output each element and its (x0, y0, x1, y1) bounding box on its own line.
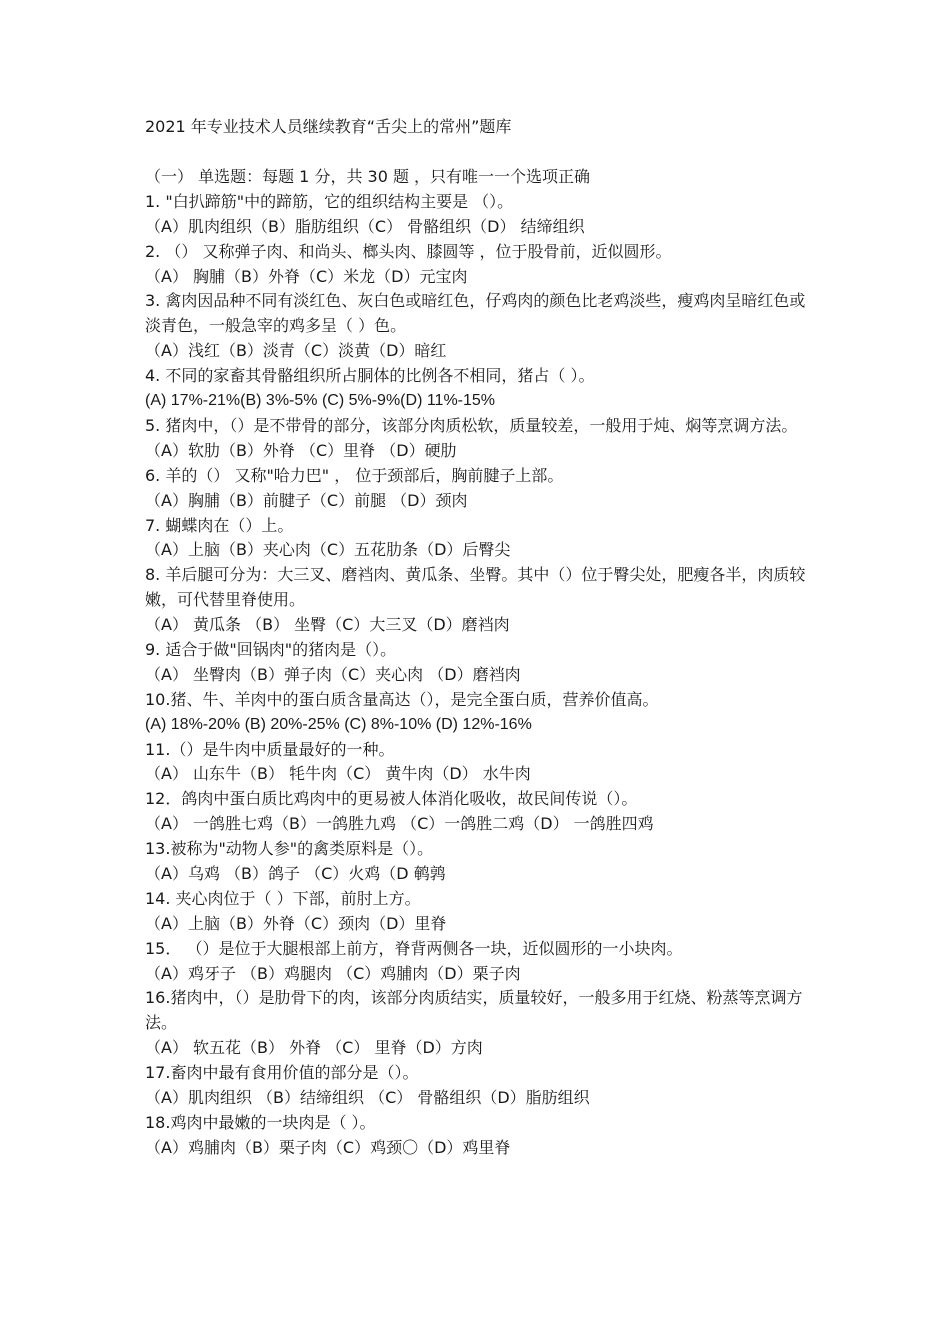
question-16: 16.猪肉中，（）是肋骨下的肉，该部分肉质结实，质量较好，一般多用于红烧、粉蒸等烹调方法。 (145, 988, 803, 1033)
options-2: （A） 胸脯（B）外脊（C）米龙（D）元宝肉 (145, 266, 468, 286)
options-17: （A）肌肉组织 （B）结缔组织 （C） 骨骼组织（D）脂肪组织 (145, 1088, 590, 1108)
options-10: (A) 18%-20% (B) 20%-25% (C) 8%-10% (D) 12%-16% (145, 715, 532, 733)
options-11: （A） 山东牛（B） 牦牛肉（C） 黄牛肉（D） 水牛肉 (145, 764, 531, 784)
question-14: 14. 夹心肉位于（ ）下部，前肘上方。 (145, 888, 421, 908)
question-13: 13.被称为"动物人参"的禽类原料是（）。 (145, 839, 434, 859)
options-12: （A） 一鸽胜七鸡（B）一鸽胜九鸡 （C）一鸽胜二鸡（D） 一鸽胜四鸡 (145, 814, 654, 834)
options-1: （A）肌肉组织（B）脂肪组织（C） 骨骼组织（D） 结缔组织 (145, 216, 585, 236)
question-7: 7. 蝴蝶肉在（）上。 (145, 515, 294, 535)
options-15: （A）鸡牙子 （B）鸡腿肉 （C）鸡脯肉（D）栗子肉 (145, 963, 521, 983)
options-3: （A）浅红（B）淡青（C）淡黄（D）暗红 (145, 341, 447, 361)
options-8: （A） 黄瓜条 （B） 坐臀（C）大三叉（D）磨裆肉 (145, 615, 510, 635)
question-4: 4. 不同的家畜其骨骼组织所占胴体的比例各不相同，猪占（ ）。 (145, 366, 595, 386)
question-11: 11.（）是牛肉中质量最好的一种。 (145, 739, 395, 759)
question-8: 8. 羊后腿可分为：大三叉、磨裆肉、黄瓜条、坐臀。其中（）位于臀尖处，肥瘦各半，肉质较嫩，可代替里脊使用。 (145, 565, 806, 610)
question-12: 12．鸽肉中蛋白质比鸡肉中的更易被人体消化吸收，故民间传说（）。 (145, 789, 638, 809)
question-17: 17.畜肉中最有食用价值的部分是（）。 (145, 1063, 419, 1083)
question-6: 6. 羊的（） 又称"哈力巴" ， 位于颈部后，胸前腱子上部。 (145, 465, 564, 485)
question-2: 2. （） 又称弹子肉、和尚头、榔头肉、膝圆等 ，位于股骨前，近似圆形。 (145, 241, 672, 261)
question-15: 15． （）是位于大腿根部上前方，脊背两侧各一块，近似圆形的一小块肉。 (145, 938, 683, 958)
section-heading: （一） 单选题：每题 1 分，共 30 题 ，只有唯一一个选项正确 (145, 167, 591, 186)
question-18: 18.鸡肉中最嫩的一块肉是（ ）。 (145, 1112, 376, 1132)
options-4: (A) 17%-21%(B) 3%-5% (C) 5%-9%(D) 11%-15% (145, 392, 496, 410)
question-5: 5. 猪肉中，（）是不带骨的部分，该部分肉质松软，质量较差，一般用于炖、焖等烹调方法。 (145, 415, 798, 435)
options-5: （A）软肋（B）外脊 （C）里脊 （D）硬肋 (145, 440, 457, 460)
options-14: （A）上脑（B）外脊（C）颈肉（D）里脊 (145, 913, 447, 933)
question-9: 9. 适合于做"回锅肉"的猪肉是（）。 (145, 640, 397, 659)
question-list (145, 165, 815, 1161)
options-6: （A）胸脯（B）前腱子（C）前腿 （D）颈肉 (145, 490, 468, 510)
question-3: 3. 禽肉因品种不同有淡红色、灰白色或暗红色，仔鸡肉的颜色比老鸡淡些，瘦鸡肉呈暗红色或淡青色，一般急宰的鸡多呈（ ）色。 (145, 291, 806, 336)
options-13: （A）乌鸡 （B）鸽子 （C）火鸡（D 鹌鹑 (145, 864, 446, 884)
document-title: 2021 年专业技术人员继续教育“舌尖上的常州”题库 (145, 117, 512, 136)
options-18: （A）鸡脯肉（B）栗子肉（C）鸡颈〇（D）鸡里脊 (145, 1137, 511, 1157)
options-7: （A）上脑（B）夹心肉（C）五花肋条（D）后臀尖 (145, 540, 511, 560)
options-16: （A） 软五花（B） 外脊 （C） 里脊（D）方肉 (145, 1038, 483, 1058)
question-10: 10.猪、牛、羊肉中的蛋白质含量高达（），是完全蛋白质，营养价值高。 (145, 689, 659, 709)
question-1: 1. "白扒蹄筋"中的蹄筋，它的组织结构主要是 （）。 (145, 191, 514, 211)
options-9: （A） 坐臀肉（B）弹子肉（C）夹心肉 （D）磨裆肉 (145, 664, 521, 684)
